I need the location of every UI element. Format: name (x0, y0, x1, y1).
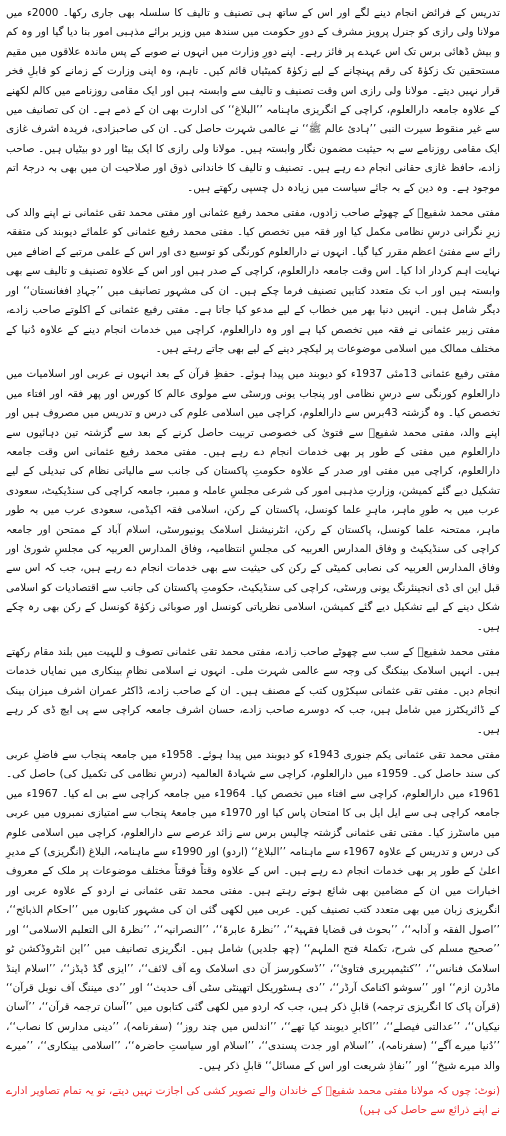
paragraph-rafi-usmani: مفتی رفیع عثمانی 13مئی 1937ء کو دیوبند میں پیدا ہوئے۔ حفظِ قرآن کے بعد انہوں نے عربی اور اسلامیات میں دارالعلوم کورنگی سے درسِ نظامی اور پنجاب یونی ورسٹی سے مولوی عالم کا کورس اور پھر فقہ اور افتاء میں تخصص کیا۔ وہ گزشتہ 43برس سے دارالعلوم، کراچی میں اسلامی علوم کی درس و تدریس میں مصروف ہیں اور اپنے والد، مفتی محمد شفیعؒ سے فتویٰ کی خصوصی تربیت حاصل کرنے کے بعد سے گزشتہ تین دہائیوں سے دارالعلوم میں مفتی کے طور پر بھی خدمات انجام دے رہے ہیں۔ مفتی محمد رفیع عثمانی اس وقت جامعہ دارالعلوم، کراچی میں مفتی اور صدر کے علاوہ حکومتِ پاکستان کی جانب سے مالیاتی نظام کی تبدیلی کے لیے تشکیل دیے گئے کمیشن، وزارتِ مذہبی امور کی شرعی مجلسِ عاملہ و ممبر، جامعہ کراچی کی سنڈیکیٹ، سعودی عرب میں بہ طورِ ماہر، ماہرِ علما کونسل، پاکستان کے رکن، اسلامی فقہ اکیڈمی، سعودی عرب میں بہ طور ماہر، ممتحنہ علما کونسل، پاکستان کے رکن، انٹرنیشنل اسلامک یونیورسٹی، اسلام آباد کے ممتحن اور جامعہ کراچی کی سنڈیکیٹ و وفاق المدارس العربیہ کی مجلسِ انتظامیہ، وفاق المدارس العربیہ کی مجلسِ شوریٰ اور وفاق المدارس العربیہ کی نصابی کمیٹی کے رکن کی حیثیت سے بھی خدمات انجام دے رہے ہیں، جب کہ اس سے قبل این ای ڈی انجینئرنگ یونی ورسٹی، کراچی کی سنڈیکیٹ، حکومتِ پاکستان کی جانب سے اقتصادیات کو اسلامی شکل دینے کے لیے تشکیل دیے گئے کمیشن، اسلامی نظریاتی کونسل اور صوبائی زکوٰۃ کونسل کے رکن بھی رہ چکے ہیں۔ (6, 368, 500, 633)
paragraph-taqi-usmani-intro: مفتی محمد شفیعؒ کے سب سے چھوٹے صاحب زادے، مفتی محمد تقی عثمانی تصوف و للہیت میں بلند مقام رکھتے ہیں۔ انہیں اسلامک بینکنگ کی وجہ سے عالمی شہرت ملی۔ انہوں نے اسلامی نظامِ بینکاری میں نمایاں خدمات انجام دیں۔ مفتی تقی عثمانی سیکڑوں کتب کے مصنف ہیں۔ ان کے صاحب زادے، ڈاکٹر عمران اشرف میزان بینک کے ڈائریکٹرز میں شامل ہیں، جب کہ دوسرے صاحب زادے، حسان اشرف جامعہ کراچی سے پی ایچ ڈی کر رہے ہیں۔ (6, 646, 500, 736)
paragraph-taqi-usmani-biography: مفتی محمد تقی عثمانی یکم جنوری 1943ء کو دیوبند میں پیدا ہوئے۔ 1958ء میں جامعہ پنجاب سے فاضلِ عربی کی سند حاصل کی۔ 1959ء میں دارالعلوم، کراچی سے شہادۃ العالمیہ (درسِ نظامی کی تکمیل کی) حاصل کی۔ 1961ء میں دارالعلوم، کراچی سے افتاء میں تخصص کیا۔ 1964ء میں جامعہ کراچی سے بی اے کیا۔ 1967ء میں جامعہ کراچی ہی سے ایل ایل بی کا امتحان پاس کیا اور 1970ء میں جامعۂ پنجاب سے امتیازی نمبروں میں عربی میں ماسٹرز کیا۔ مفتی تقی عثمانی گزشتہ چالیس برس سے زائد عرصے سے دارالعلوم، کراچی میں اسلامی علوم کی درس و تدریس کے علاوہ 1967ء سے ماہنامہ ’’البلاغ‘‘ (اردو) اور 1990ء سے ماہنامہ، البلاغ (انگریزی) کے مدیرِ اعلیٰ کے طور پر بھی خدمات انجام دے رہے ہیں۔ اس کے علاوہ وقتاً فوقتاً مختلف موضوعات پر ملک کے معروف اخبارات میں ان کے مضامین بھی شائع ہوتے رہتے ہیں۔ مفتی محمد تقی عثمانی نے اردو کے علاوہ عربی اور انگریزی زبان میں بھی متعدد کتب تصنیف کیں۔ عربی میں لکھی گئی ان کی مشہور کتابوں میں ’’احکام الذبائح‘‘، ’’اصول الفقہ و آدابہ‘‘، ’’بحوث فی قضایا فقہیۃ‘‘، ’’نظرۃ عابرۃ‘‘، ’’النصرانیہ‘‘، ’’نظرۃ الی التعلیم الاسلامی‘‘ اور ’’صحیح مسلم کی شرح، تکملۃ فتح الملہم‘‘ (چھ جلدیں) شامل ہیں۔ انگریزی تصانیف میں ’’این انٹروڈکشن ٹو اسلامک فنانس‘‘، ’’کنٹیمپریری فتاویٰ‘‘، ’’ڈسکورسز آن دی اسلامک وے آف لائف‘‘، ’’ایزی گڈ ڈیڈز‘‘، ’’اسلام اینڈ ماڈرن ازم‘‘ اور ’’سوشو اکنامک آرڈر‘‘، ’’دی ہسٹوریکل اتھینٹی سٹی آف حدیث‘‘ اور ’’دی میننگ آف نوبل قرآن‘‘ (قرآن پاک کا انگریزی ترجمہ) قابلِ ذکر ہیں، جب کہ اردو میں لکھی گئی کتابوں میں ’’آسان ترجمہ قرآن‘‘، ’’آسان نیکیاں‘‘، ’’عدالتی فیصلے‘‘، ’’اکابرِ دیوبند کیا تھے‘‘، ’’اندلس میں چند روز‘‘ (سفرنامہ)، ’’دینی مدارس کا نصاب‘‘، ’’دُنیا میرے آگے‘‘ (سفرنامہ)، ’’اسلام اور جدت پسندی‘‘، ’’اسلام اور سیاستِ حاضرہ‘‘، ’’اسلامی بینکاری‘‘، ’’میرے والد میرے شیخ‘‘ اور ’’نفاذِ شریعت اور اس کے مسائل‘‘ قابلِ ذکر ہیں۔ (6, 749, 501, 1072)
paragraph-wali-razi: تدریس کے فرائض انجام دینے لگے اور اس کے ساتھ ہی تصنیف و تالیف کا سلسلہ بھی جاری رکھا۔ 2000ء میں مولانا ولی رازی کو جنرل پرویز مشرف کے دورِ حکومت میں سندھ میں وزیر برائے مذہبی امور بنا دیا گیا اور وہ کم و بیش ڈھائی برس تک اس عہدے پر فائز رہے۔ اپنے دورِ وزارت میں انہوں نے صوبے کے پس ماندہ علاقوں میں مقیم مستحقین تک زکوٰۃ کی رقم پہنچانے کے لیے زکوٰۃ کمیٹیاں قائم کیں۔ تاہم، وہ اپنی وزارت کے زمانے کو قابلِ فخر قرار نہیں دیتے۔ مولانا ولی رازی اس وقت تصنیف و تالیف سے وابستہ ہیں اور ایک مقامی روزنامے میں کالم لکھنے کے علاوہ جامعہ دارالعلوم، کراچی کے انگریزی ماہنامہ ’’البلاغ‘‘ کی ادارت بھی ان کے ذمے ہے۔ ان کی تصانیف میں سے غیر منقوط سیرت النبی ’’ہادیٔ عالم ﷺ‘‘ نے عالمی شہرت حاصل کی۔ ان کی صاحبزادی، فریدہ اشرف غازی ایک مقامی روزنامے سے بہ حیثیت مضمون نگار وابستہ ہیں۔ مولانا ولی رازی کا ایک بیٹا اور دو بیٹیاں ہیں۔ صاحب زادے، حافظ غازی حقانی انجام دے رہے ہیں۔ تصنیف و تالیف کا خاندانی ذوق اور صلاحیت ان میں بھی بہ درجۂ اتم موجود ہے۔ وہ دین کے بہ جائے سیاست میں زیادہ دل چسپی رکھتے ہیں۔ (6, 7, 500, 194)
photo-permission-note: (نوٹ: چوں کہ مولانا مفتی محمد شفیعؒ کے خاندان والے تصویر کشی کی اجازت نہیں دیتے، تو یہ تمام تصاویر ادارے نے اپنے ذرائع سے حاصل کی ہیں) (6, 1084, 500, 1117)
paragraph-sons-of-mufti-shafi: مفتی محمد شفیعؒ کے چھوٹے صاحب زادوں، مفتی محمد رفیع عثمانی اور مفتی محمد تقی عثمانی نے اپنے والد کی زیرِ نگرانی درسِ نظامی مکمل کیا اور فقہ میں تخصص کیا۔ مفتی محمد رفیع عثمانی کو علمائے دیوبند کی متفقہ رائے سے مفتیٔ اعظم مقرر کیا گیا۔ انہوں نے دارالعلوم کورنگی کو توسیع دی اور اس کے علمی مرتبے کے اضافے میں نہایت اہم کردار ادا کیا۔ اس وقت جامعہ دارالعلوم، کراچی کے صدر ہیں اور اس کے علاوہ تصنیف و تالیف سے بھی وابستہ ہیں اور اب تک متعدد کتابیں تصنیف فرما چکے ہیں۔ ان کی مشہور تصانیف میں ’’جہادِ افغانستان‘‘ اور دیگر شامل ہیں۔ انہیں دنیا بھر میں خطاب کے لیے مدعو کیا جاتا ہے۔ مفتی رفیع عثمانی کے اکلوتے صاحب زادے، مفتی زبیر عثمانی نے فقہ میں تخصص کیا ہے اور وہ دارالعلوم، کراچی میں خدمات انجام دینے کے علاوہ دُنیا کے مختلف ممالک میں اسلامی موضوعات پر لیکچر دینے کے لیے بھی جاتے رہتے ہیں۔ (6, 207, 500, 355)
